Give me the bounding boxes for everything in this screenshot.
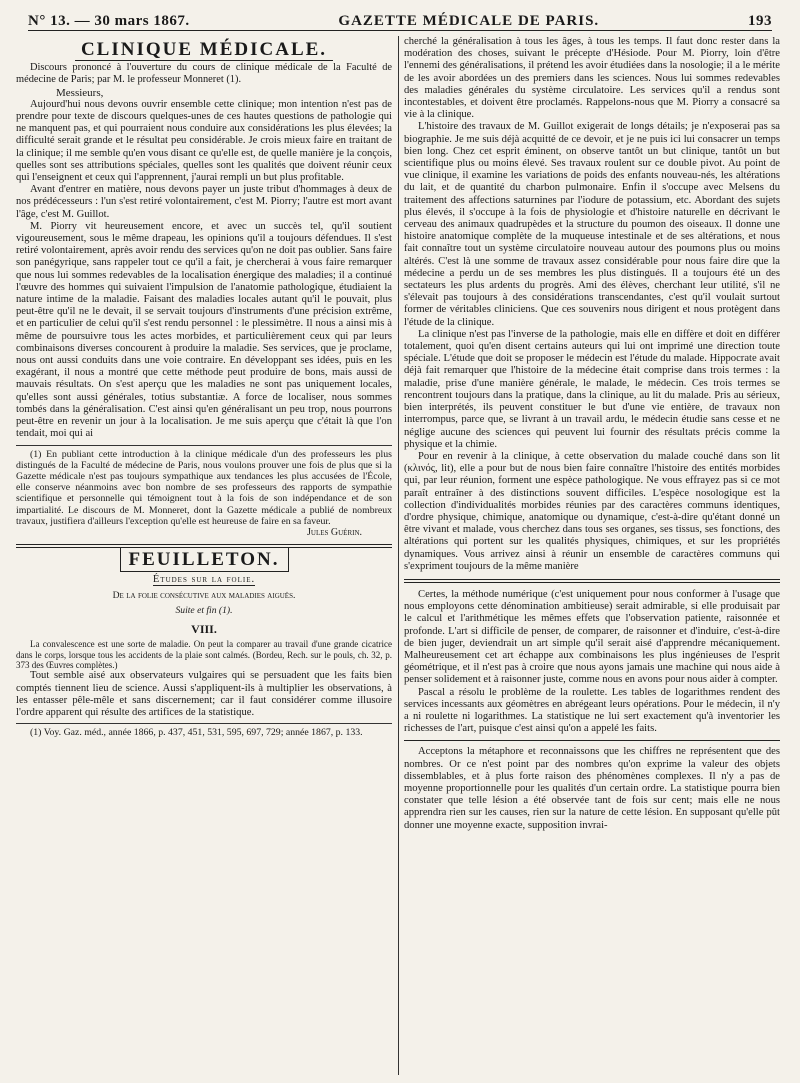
feuilleton-rule <box>404 579 780 583</box>
column-divider <box>398 36 399 1075</box>
paragraph: Pascal a résolu le problème de la roulette. Les tables de logarithmes rendent des services incessants aux géomètres en abrégeant leurs opérations. Pour le médecin, il n'y a ni roulette ni logarithmes. La statistique ne lui sert exactement qu'à inventorier les richesses de l'art, puisque c'est ainsi qu'on a appelé les faits. <box>404 686 780 735</box>
footnote: (1) Voy. Gaz. méd., année 1866, p. 437, 451, 531, 595, 697, 729; année 1867, p. 133. <box>16 723 392 738</box>
feuilleton-title: FEUILLETON. <box>16 554 392 566</box>
paragraph: M. Piorry vit heureusement encore, et avec un succès tel, qu'il soutient vigoureusement, sous le même drapeau, les opinions qu'il a toujours défendues. Il s'est retiré volontairement, après avoir rendu des services qu'on ne doit pas oublier. Sans faire son panégyrique, sans rappeler tout ce qu'il a fait, je chercherai à vous faire remarquer que nous lui sommes redevables de la localisation énergique des maladies; il a continué l'œuvre des hommes qui suivaient l'impulsion de l'anatomie pathologique, étudiaient la nature intime de la maladie. Faisant des maladies locales autant qu'il le pouvait, plus peut-être qu'il ne le devait, il se servait toujours d'instruments d'une précision extrême, et en particulier de celui qu'il s'est rendu personnel : le plessimètre. Il nous a ainsi mis à même de poursuivre tous les actes morbides, et particulièrement ceux qui par leurs combinaisons diverses concourent à produire la maladie. Ses services, que je proclame, nous ont aussi conduits dans une voie contraire. En développant ses idées, puis en les exagérant, il nous a montré que cette méthode peut produire de bons, mais aussi de mauvais résultats. On s'est aperçu que les maladies ne sont pas uniquement locales, qu'elles sont aussi générales, totius substantiæ. A force de localiser, nous sommes tombés dans la généralisation. C'est ainsi qu'en généralisant un peu trop, nous pourrons peut-être en revenir un jour à la localisation. Je me suis aperçu que c'était là que l'on tendait, moi qui ai <box>16 220 392 440</box>
right-column <box>404 36 780 1075</box>
paragraph: Avant d'entrer en matière, nous devons payer un juste tribut d'hommages à deux de nos prédécesseurs : l'un s'est retiré volontairement, c'est M. Piorry; l'autre est mort avant l'âge, c'est M. Guillot. <box>16 184 392 220</box>
paragraph: Certes, la méthode numérique (c'est uniquement pour nous conformer à l'usage que nous employons cette dénomination ambitieuse) serait admirable, si elle produisait par le calcul et l'arithmétique les mêmes effets que l'observation patiente, raisonnée et profonde. L'art si difficile de penser, de comparer, de raisonner et d'induire, c'est-à-dire de bien juger, deviendrait un art simple qu'il serait aisé d'apprendre mécaniquement. Malheureusement cet art échappe aux combinaisons les plus ingénieuses de l'esprit géométrique, et il n'est pas à croire que nous ayons jamais une machine qui nous aide à penser solidement et à raisonner juste, comme nous en avons pour nous aider à compter. <box>404 588 780 686</box>
signature: Jules Guérin. <box>307 526 362 538</box>
divider <box>404 740 780 741</box>
paragraph: cherché la généralisation à tous les âges, à tous les temps. Il faut donc rester dans la modération des choses, suivant le précepte d'Hésiode. Pour M. Piorry, loin d'être l'ennemi des généralisations, il prétend les avoir étudiées dans la nosologie; il a le mérite de les avoir abordées un des premiers dans les sciences. Nous lui sommes redevables des maladies générales du système circulatoire. Les services qu'il a rendus sont incontestables, et doivent être proclamés. Rappelons-nous que M. Piorry a consacré sa vie à la clinique. <box>404 36 780 121</box>
lecture-lead: Discours prononcé à l'ouverture du cours de clinique médicale de la Faculté de médecine de Paris; par M. le professeur Monneret (1). <box>16 62 392 86</box>
paragraph: Pour en revenir à la clinique, à cette observation du malade couché dans son lit (κλινός, lit), elle a pour but de nous bien faire connaître l'histoire des entités morbides qui, par leur réunion, forment une espèce pathologique. Ne vous effrayez pas si ce mot paraît entraîner à des distinctions souvent difficiles. L'espèce nosologique est la collection d'individualités morbides réunies par des caractères communs identiques, d'ordre physique, chimique, anatomique ou dynamique, c'est-à-dire qu'étant donné un être vivant et malade, vous cherchez dans tous ses organes, ses tissus, ses fonctions, des altérations qui portent sur les qualités physiques, chimiques, et sur les propriétés dynamiques. Vous arrivez ainsi à réunir un ensemble de caractères communs qui s'expriment toujours de la même manière <box>404 450 780 572</box>
chapter-number: VIII. <box>191 621 217 636</box>
feuilleton-subtitle: Études sur la folie. <box>152 574 256 586</box>
footnote: (1) En publiant cette introduction à la clinique médicale d'un des professeurs les plus distingués de la Faculté de médecine de Paris, nous voulons prouver une fois de plus que si la Gazette médicale n'est pas toujours sympathique aux tendances les plus accusées de l'École, elle conserve néanmoins avec bon nombre de ses professeurs des rapports de sympathie scientifique et personnelle qui témoignent tout à la fois de son indépendance et de son impartialité. Le discours de M. Monneret, dont la Gazette médicale a publié de nombreux travaux, justifiera d'ailleurs l'exception qu'elle est heureuse de faire en sa faveur. Jules Guérin. <box>16 445 392 539</box>
paragraph: Aujourd'hui nous devons ouvrir ensemble cette clinique; mon intention n'est pas de prendre pour texte de discours quelques-unes de ces hautes questions de pathologie qui ne manquent pas, et qui pourraient nous conduire aux considérations les plus élevées; la difficulté serait grande et le résultat peu considérable. Je crois mieux faire en traitant de la clinique; il me semble qu'en vous disant ce qu'elle est, de quelle manière je la conçois, quelles sont ses attributions spéciales, quelles sont les qualités que doivent réunir ceux qui l'enseignent et ceux qui l'apprennent, j'aurai rempli un but plus profitable. <box>16 98 392 184</box>
feuilleton-continuation: Suite et fin (1). <box>175 604 233 616</box>
paragraph: Acceptons la métaphore et reconnaissons que les chiffres ne représentent que des nombres. Or ce n'est point par des nombres qu'on exprime la valeur des objets dissemblables, et à plus forte raison des phénomènes complexes. Il n'y a pas de moyenne proportionnelle pour les qualités d'un certain ordre. La statistique pourra bien constater que telle lésion a été observée tant de fois sur cent; mais elle ne nous apprendra rien sur les causes, rien sur la nature de cette lésion. En supposant qu'elle pût donner une moyenne exacte, supposition invrai- <box>404 746 780 831</box>
section-title: CLINIQUE MÉDICALE. <box>16 44 392 56</box>
paragraph: La clinique n'est pas l'inverse de la pathologie, mais elle en diffère et doit en différer totalement, quoi qu'en disent certains auteurs qui lui ont imprimé une direction toute spéciale. L'étude que doit se proposer le médecin est l'étude du malade. Hippocrate avait déjà fait remarquer que l'histoire de la médecine était comprise dans trois termes : la maladie, prise d'une manière générale, le malade, le médecin. Ces trois termes se rencontrent toujours dans la pratique, dans la clinique, au lit du malade. Pris au sérieux, bien interprétés, ils peuvent constituer le but d'une vie entière, de travaux non interrompus, parce que, se livrant à un travail ardu, le médecin étudie sans cesse et ne néglige aucune des sciences qui peuvent lui fournir des résultats précis comme la physique et la chimie. <box>404 328 780 450</box>
page-number: 193 <box>748 13 772 29</box>
left-column <box>16 36 392 1075</box>
masthead <box>28 6 772 31</box>
issue-date: N° 13. — 30 mars 1867. <box>28 13 190 29</box>
journal-title: GAZETTE MÉDICALE DE PARIS. <box>338 13 600 29</box>
paragraph: L'histoire des travaux de M. Guillot exigerait de longs détails; je n'exposerai pas sa biographie. Je me suis déjà acquitté de ce devoir, et je ne puis ici lui consacrer un temps bien long. Chez cet esprit éminent, on observe tantôt un but clinique, tantôt un but scientifique plus ou moins élevé. Ses travaux roulent sur ce double pivot. Au point de vue clinique, il examine les variations de poids des enfants nouveau-nés, les altérations du lait, et de quantité du charbon pulmonaire. Enfin il s'occupe avec Melsens du traitement des affections saturnines par l'iodure de potassium, etc. Abordant des sujets plus élevés, il s'occupe à la fois de physiologie et d'histoire naturelle en décrivant le cerveau des animaux quadrupèdes et la structure du poumon des oiseaux. Il donne une histoire anatomique complète de la muqueuse intestinale et de ses altérations, et nous fait connaître tout un système circulatoire nouveau autour des poumons plus ou moins altérés. C'est là une somme de travaux assez considérable pour nous faire dire que la médecine a perdu un de ses membres les plus distingués. Il a toujours été un des sectateurs les plus ardents du progrès. Ami des élèves, cherchant leur utilité, s'il ne s'élevait pas toujours à des considérations transcendantes, c'est qu'il voulait surtout former de véritables cliniciens. Que ces souvenirs nous dirigent et nous protègent dans l'étude de la clinique. <box>404 121 780 328</box>
paragraph: Tout semble aisé aux observateurs vulgaires qui se persuadent que les faits bien comptés tiennent lieu de science. Aussi s'appliquent-ils à multiplier les observations, à les entasser pêle-mêle et sans discernement; car il faut considérer comme illusoire l'ordre apparent qui résulte des artifices de la statistique. <box>16 670 392 718</box>
salutation: Messieurs, <box>56 86 104 99</box>
epigraph: La convalescence est une sorte de maladie. On peut la comparer au travail d'une grande cicatrice dans le corps, lorsque tous les accidents de la plaie sont calmés. (Bordeu, Rech. sur le pouls, ch. 32, p. 373 des Œuvres complètes.) <box>16 639 392 670</box>
feuilleton-subheading: De la folie consécutive aux maladies aiguës. <box>112 589 296 601</box>
